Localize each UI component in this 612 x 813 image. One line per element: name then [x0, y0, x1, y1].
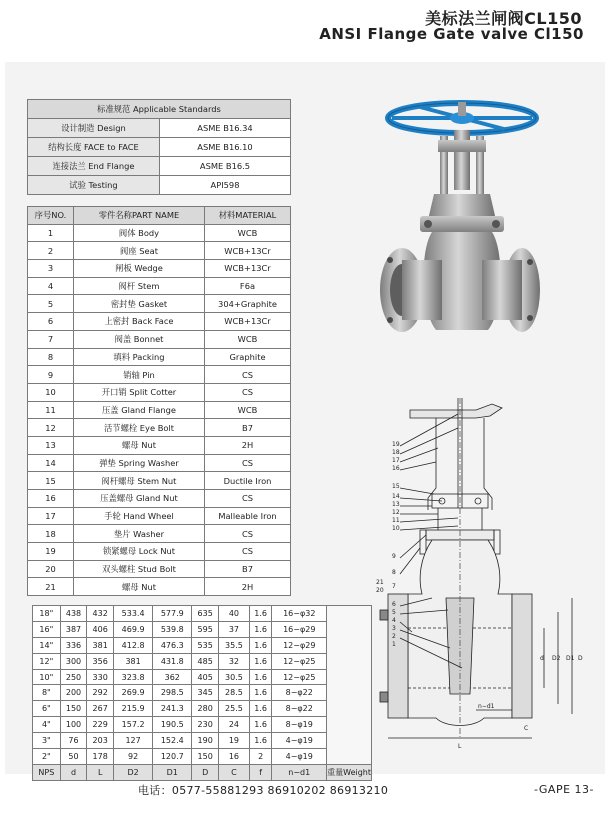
dimension-cell: 157.2 [114, 717, 153, 733]
dimension-cell: 127 [114, 733, 153, 749]
callout-13: 13 [392, 501, 400, 508]
dimension-cell: 100 [60, 717, 87, 733]
part-number: 8 [28, 348, 74, 366]
dimension-cell: 28.5 [219, 685, 250, 701]
part-material: CS [205, 490, 291, 508]
dimension-cell: 412.8 [114, 637, 153, 653]
callout-18: 18 [392, 449, 400, 456]
standard-label: 试验 Testing [28, 176, 160, 195]
dim-label-d1: D1 [566, 655, 575, 662]
dimension-cell: 485 [192, 653, 219, 669]
callout-8: 8 [392, 569, 396, 576]
page-title-cn: 美标法兰闸阀CL150 [425, 9, 582, 28]
dim-label-n-d1: n−d1 [478, 703, 495, 710]
dimension-cell: 1.6 [249, 701, 272, 717]
parts-header-name: 零件名称PART NAME [74, 207, 205, 225]
standard-value: ASME B16.5 [160, 157, 291, 176]
part-material: B7 [205, 560, 291, 578]
callout-5: 5 [392, 609, 396, 616]
part-name: 开口销 Split Cotter [74, 383, 205, 401]
dimension-cell: 16−φ32 [272, 606, 327, 622]
dimension-header: C [219, 764, 250, 780]
dimension-cell: 4−φ19 [272, 733, 327, 749]
callout-6: 6 [392, 601, 396, 608]
table-row [33, 606, 372, 622]
dimension-header: L [87, 764, 114, 780]
dimension-cell: 323.8 [114, 669, 153, 685]
dimension-cell: 595 [192, 621, 219, 637]
callout-17: 17 [392, 457, 400, 464]
table-row [28, 525, 291, 543]
standard-label: 连接法兰 End Flange [28, 157, 160, 176]
table-row [28, 348, 291, 366]
dimension-cell: 12−φ25 [272, 669, 327, 685]
dimension-cell: 1.6 [249, 685, 272, 701]
dimension-cell: 76 [60, 733, 87, 749]
dimension-cell: 533.4 [114, 606, 153, 622]
table-row [33, 669, 372, 685]
table-row [28, 260, 291, 278]
dimension-header: D [192, 764, 219, 780]
dimension-cell: 8−φ22 [272, 685, 327, 701]
dimension-header: D2 [114, 764, 153, 780]
dimension-cell: 229 [87, 717, 114, 733]
dimension-cell: 405 [192, 669, 219, 685]
dimension-cell: 150 [192, 749, 219, 765]
table-row [33, 717, 372, 733]
dimension-cell: 267 [87, 701, 114, 717]
part-name: 填料 Packing [74, 348, 205, 366]
part-name: 阀杆 Stem [74, 277, 205, 295]
dimension-cell: 431.8 [153, 653, 192, 669]
callout-20: 20 [376, 587, 384, 594]
table-row [28, 277, 291, 295]
dimension-cell: 12" [33, 653, 61, 669]
callout-9: 9 [392, 553, 396, 560]
part-name: 阀体 Body [74, 224, 205, 242]
part-number: 19 [28, 543, 74, 561]
dimension-cell: 12−φ29 [272, 637, 327, 653]
dimension-cell: 230 [192, 717, 219, 733]
part-material: CS [205, 454, 291, 472]
dimension-cell: 4" [33, 717, 61, 733]
part-name: 活节螺栓 Eye Bolt [74, 419, 205, 437]
dimension-cell: 535 [192, 637, 219, 653]
table-row [28, 436, 291, 454]
dimension-cell: 150 [60, 701, 87, 717]
valve-photo [380, 100, 540, 368]
part-material: 2H [205, 578, 291, 596]
dimension-cell: 381 [87, 637, 114, 653]
table-row [28, 330, 291, 348]
dim-label-d2: D2 [552, 655, 561, 662]
dimension-cell: 120.7 [153, 749, 192, 765]
dimension-cell: 469.9 [114, 621, 153, 637]
part-name: 垫片 Washer [74, 525, 205, 543]
table-row [28, 295, 291, 313]
dimension-cell: 32 [219, 653, 250, 669]
dimension-cell: 406 [87, 621, 114, 637]
part-material: WCB+13Cr [205, 260, 291, 278]
dimension-header: d [60, 764, 87, 780]
dimension-cell: 16−φ29 [272, 621, 327, 637]
dimension-cell: 12−φ25 [272, 653, 327, 669]
part-number: 20 [28, 560, 74, 578]
part-number: 21 [28, 578, 74, 596]
table-row [28, 401, 291, 419]
table-row [33, 685, 372, 701]
standard-value: API598 [160, 176, 291, 195]
dimension-cell: 2" [33, 749, 61, 765]
footer-phone: 电话：0577-55881293 86910202 86913210 [138, 784, 389, 797]
part-material: CS [205, 525, 291, 543]
dim-label-C: C [524, 725, 529, 732]
table-row [28, 176, 291, 195]
dimension-cell: 50 [60, 749, 87, 765]
dimension-cell: 1.6 [249, 717, 272, 733]
table-row [28, 543, 291, 561]
table-row [28, 383, 291, 401]
dimension-cell: 30.5 [219, 669, 250, 685]
table-row [28, 507, 291, 525]
dimension-cell: 200 [60, 685, 87, 701]
part-name: 密封垫 Gasket [74, 295, 205, 313]
table-row [28, 419, 291, 437]
page-number: -GAPE 13- [534, 783, 594, 796]
callout-15: 15 [392, 483, 400, 490]
dimension-cell: 1.6 [249, 733, 272, 749]
callout-12: 12 [392, 509, 400, 516]
parts-table [27, 206, 291, 596]
table-row [33, 637, 372, 653]
part-material: CS [205, 543, 291, 561]
part-material: F6a [205, 277, 291, 295]
dimension-cell: 203 [87, 733, 114, 749]
dimension-cell: 362 [153, 669, 192, 685]
part-number: 18 [28, 525, 74, 543]
dimension-cell: 300 [60, 653, 87, 669]
part-material: WCB [205, 330, 291, 348]
dimension-header: 重量Weight [327, 764, 372, 780]
dimension-cell: 4−φ19 [272, 749, 327, 765]
table-row [33, 733, 372, 749]
callout-4: 4 [392, 617, 396, 624]
part-material: WCB+13Cr [205, 313, 291, 331]
dimension-cell: 14" [33, 637, 61, 653]
dimension-cell: 37 [219, 621, 250, 637]
part-name: 螺母 Nut [74, 436, 205, 454]
part-number: 12 [28, 419, 74, 437]
dimension-cell: 35.5 [219, 637, 250, 653]
dimension-cell: 40 [219, 606, 250, 622]
part-number: 15 [28, 472, 74, 490]
table-row [33, 653, 372, 669]
table-row [33, 749, 372, 765]
table-row [33, 621, 372, 637]
dimension-cell: 178 [87, 749, 114, 765]
part-material: B7 [205, 419, 291, 437]
dimension-cell: 190.5 [153, 717, 192, 733]
part-name: 锁紧螺母 Lock Nut [74, 543, 205, 561]
dimension-cell: 577.9 [153, 606, 192, 622]
part-material: CS [205, 366, 291, 384]
table-row [33, 701, 372, 717]
table-row [28, 490, 291, 508]
page-title-en: ANSI Flange Gate valve Cl150 [319, 25, 584, 43]
callout-16: 16 [392, 465, 400, 472]
dimension-cell: 298.5 [153, 685, 192, 701]
part-name: 弹垫 Spring Washer [74, 454, 205, 472]
part-material: Graphite [205, 348, 291, 366]
callout-14: 14 [392, 493, 400, 500]
callout-10: 10 [392, 525, 400, 532]
dimension-cell: 1.6 [249, 653, 272, 669]
part-number: 16 [28, 490, 74, 508]
dimension-cell: 280 [192, 701, 219, 717]
valve-section-drawing [372, 398, 588, 758]
part-name: 手轮 Hand Wheel [74, 507, 205, 525]
part-number: 11 [28, 401, 74, 419]
part-number: 3 [28, 260, 74, 278]
dimension-cell: 190 [192, 733, 219, 749]
dimension-cell: 1.6 [249, 606, 272, 622]
dimension-cell: 635 [192, 606, 219, 622]
table-row [28, 119, 291, 138]
dimension-cell: 330 [87, 669, 114, 685]
callout-2: 2 [392, 633, 396, 640]
table-row [28, 454, 291, 472]
dimension-cell: 250 [60, 669, 87, 685]
dimension-cell: 1.6 [249, 669, 272, 685]
table-row [28, 157, 291, 176]
part-number: 13 [28, 436, 74, 454]
dimension-cell: 16" [33, 621, 61, 637]
dim-label-d: d [540, 655, 544, 662]
dimension-cell: 18" [33, 606, 61, 622]
part-material: WCB [205, 401, 291, 419]
dimension-cell: 8−φ22 [272, 701, 327, 717]
part-material: Ductile Iron [205, 472, 291, 490]
table-row [28, 560, 291, 578]
standard-label: 结构长度 FACE to FACE [28, 138, 160, 157]
dimensions-table [32, 605, 372, 781]
dimension-cell: 3" [33, 733, 61, 749]
dimension-cell: 1.6 [249, 621, 272, 637]
callout-3: 3 [392, 625, 396, 632]
table-row [28, 138, 291, 157]
part-number: 7 [28, 330, 74, 348]
table-row [28, 366, 291, 384]
part-material: 2H [205, 436, 291, 454]
table-row [28, 313, 291, 331]
dimension-cell: 336 [60, 637, 87, 653]
table-row [28, 472, 291, 490]
dimension-cell: 215.9 [114, 701, 153, 717]
part-name: 螺母 Nut [74, 578, 205, 596]
dimension-cell: 432 [87, 606, 114, 622]
part-number: 1 [28, 224, 74, 242]
dimension-cell: 92 [114, 749, 153, 765]
dimension-cell: 345 [192, 685, 219, 701]
part-name: 销轴 Pin [74, 366, 205, 384]
part-material: Malleable Iron [205, 507, 291, 525]
dimension-header: NPS [33, 764, 61, 780]
dim-label-L: L [458, 743, 462, 750]
part-name: 阀座 Seat [74, 242, 205, 260]
part-number: 10 [28, 383, 74, 401]
part-number: 14 [28, 454, 74, 472]
dimension-cell: 387 [60, 621, 87, 637]
callout-19: 19 [392, 441, 400, 448]
parts-header-material: 材料MATERIAL [205, 207, 291, 225]
part-name: 阀盖 Bonnet [74, 330, 205, 348]
dimension-header: f [249, 764, 272, 780]
dimension-cell: 2 [249, 749, 272, 765]
weight-cell [327, 606, 372, 765]
part-number: 4 [28, 277, 74, 295]
table-row [28, 224, 291, 242]
standard-label: 设计制造 Design [28, 119, 160, 138]
dimension-cell: 25.5 [219, 701, 250, 717]
dimension-cell: 292 [87, 685, 114, 701]
part-name: 上密封 Back Face [74, 313, 205, 331]
dimension-cell: 8" [33, 685, 61, 701]
parts-header-no: 序号NO. [28, 207, 74, 225]
part-name: 阀杆螺母 Stem Nut [74, 472, 205, 490]
part-name: 闸板 Wedge [74, 260, 205, 278]
dimension-cell: 381 [114, 653, 153, 669]
dimension-cell: 19 [219, 733, 250, 749]
dimension-cell: 16 [219, 749, 250, 765]
dimension-cell: 269.9 [114, 685, 153, 701]
dimension-cell: 438 [60, 606, 87, 622]
handwheel-icon [388, 102, 536, 133]
callout-21: 21 [376, 579, 384, 586]
part-number: 17 [28, 507, 74, 525]
standard-value: ASME B16.34 [160, 119, 291, 138]
standard-value: ASME B16.10 [160, 138, 291, 157]
dimension-header: n−d1 [272, 764, 327, 780]
callout-1: 1 [392, 641, 396, 648]
part-name: 压盖螺母 Gland Nut [74, 490, 205, 508]
dimension-cell: 8−φ19 [272, 717, 327, 733]
dimension-cell: 1.6 [249, 637, 272, 653]
table-row [28, 242, 291, 260]
dimension-cell: 152.4 [153, 733, 192, 749]
part-material: WCB+13Cr [205, 242, 291, 260]
part-number: 5 [28, 295, 74, 313]
standards-table-title: 标准规范 Applicable Standards [28, 100, 291, 119]
part-material: CS [205, 383, 291, 401]
dimension-cell: 539.8 [153, 621, 192, 637]
callout-7: 7 [392, 583, 396, 590]
dim-label-D: D [578, 655, 583, 662]
dimension-cell: 10" [33, 669, 61, 685]
dimension-cell: 476.3 [153, 637, 192, 653]
part-name: 压盖 Gland Flange [74, 401, 205, 419]
part-number: 9 [28, 366, 74, 384]
part-number: 2 [28, 242, 74, 260]
part-name: 双头螺柱 Stud Bolt [74, 560, 205, 578]
part-material: WCB [205, 224, 291, 242]
dimension-cell: 6" [33, 701, 61, 717]
dimension-cell: 241.3 [153, 701, 192, 717]
table-row [28, 578, 291, 596]
part-material: 304+Graphite [205, 295, 291, 313]
part-number: 6 [28, 313, 74, 331]
standards-table [27, 99, 291, 195]
callout-11: 11 [392, 517, 400, 524]
dimension-cell: 356 [87, 653, 114, 669]
dimension-cell: 24 [219, 717, 250, 733]
dimensions-header-row [33, 764, 372, 780]
dimension-header: D1 [153, 764, 192, 780]
